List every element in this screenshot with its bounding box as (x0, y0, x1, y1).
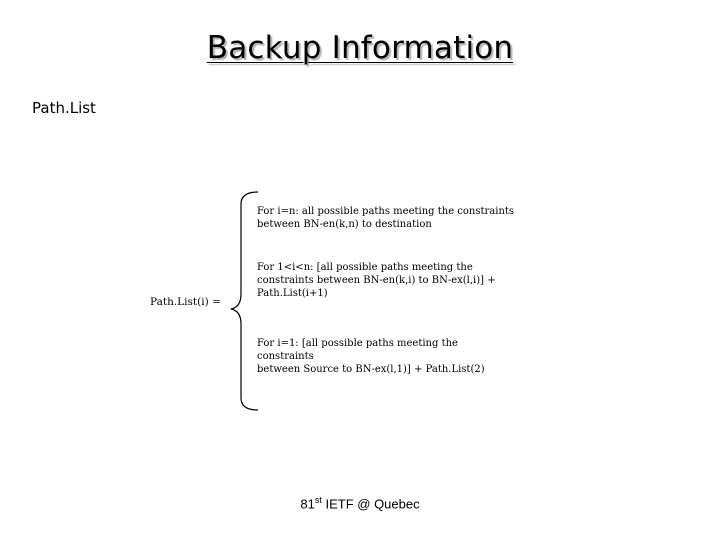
curly-brace (230, 190, 260, 415)
slide-title: Backup Information (206, 30, 514, 66)
case-line: between Source to BN-ex(l,1)] + Path.List(2) (257, 364, 485, 375)
case-i-equals-1 (257, 337, 517, 376)
case-line: For 1<i<n: [all possible paths meeting the (257, 262, 473, 273)
path-list-lhs: Path.List(i) = (150, 296, 221, 308)
case-line: Path.List(i+1) (257, 288, 328, 299)
case-line: between BN-en(k,n) to destination (257, 219, 432, 230)
footer-number: 81 (300, 496, 315, 512)
case-line: For i=n: all possible paths meeting the constraints (257, 206, 515, 217)
slide-footer (0, 495, 720, 511)
footer-text: IETF @ Quebec (321, 496, 420, 512)
case-line: constraints between BN-en(k,i) to BN-ex(l,i)] + (257, 275, 496, 286)
footer-suffix: st (314, 495, 322, 505)
case-i-between (257, 261, 517, 300)
slide-subtitle: Path.List (32, 99, 96, 117)
case-line: For i=1: [all possible paths meeting the constraints (257, 338, 458, 362)
case-i-equals-n (257, 205, 517, 231)
